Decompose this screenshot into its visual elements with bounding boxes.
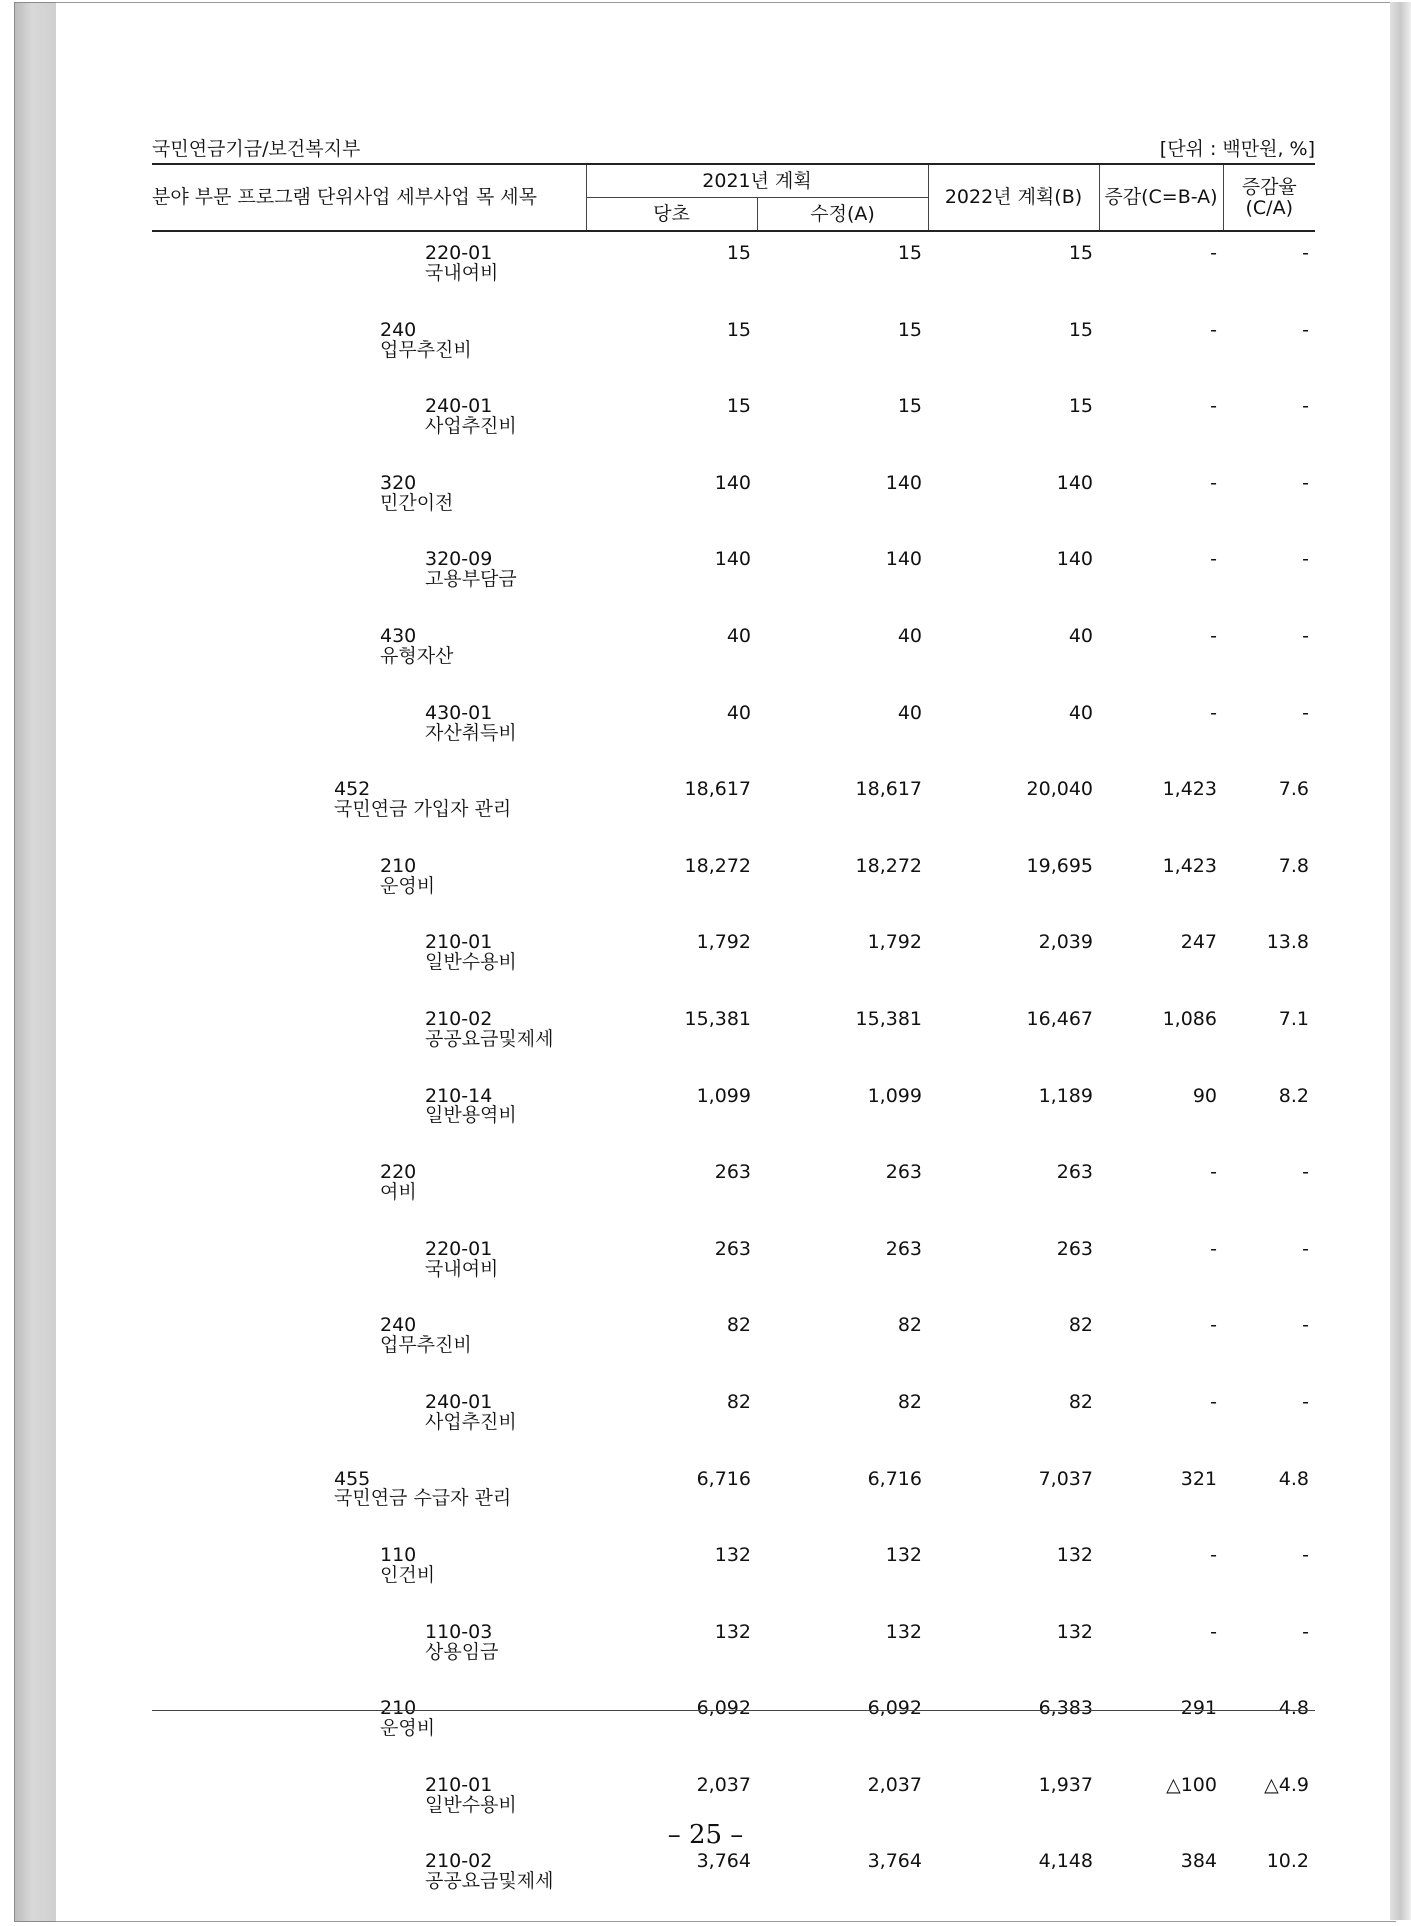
item-name: 사업추진비: [425, 1410, 517, 1433]
rate-cell: 7.8: [1278, 854, 1309, 877]
item-cell: [152, 1611, 586, 1688]
change-cell: -: [1210, 242, 1217, 264]
plan2022-cell: 140: [1056, 471, 1093, 494]
table-row: [152, 615, 1315, 692]
item-code: 110: [380, 1544, 417, 1567]
initial-cell: 15: [726, 318, 751, 341]
change-cell: -: [1210, 701, 1217, 724]
item-name: 국내여비: [425, 261, 499, 284]
table-row: [152, 998, 1315, 1075]
item-code: 430: [380, 624, 417, 647]
item-code: 240: [380, 318, 417, 341]
item-name: 업무추진비: [380, 1334, 472, 1357]
item-name: 국내여비: [425, 1257, 499, 1280]
item-code: 220: [380, 1161, 417, 1184]
unit-label: [단위 : 백만원, %]: [1159, 138, 1315, 160]
item-cell: [152, 462, 586, 539]
change-cell: -: [1210, 1620, 1217, 1643]
initial-cell: 15,381: [684, 1007, 751, 1030]
table-body: [152, 231, 1315, 1917]
revised-cell: 132: [885, 1544, 922, 1567]
table-row: [152, 1840, 1315, 1917]
table-row: [152, 1228, 1315, 1305]
item-cell: [152, 1075, 586, 1152]
plan2022-cell: 263: [1056, 1237, 1093, 1260]
initial-cell: 3,764: [696, 1850, 751, 1873]
rate-cell: △4.9: [1264, 1773, 1309, 1796]
item-code: 430-01: [425, 701, 493, 724]
plan2022-cell: 1,189: [1038, 1084, 1093, 1107]
change-cell: -: [1210, 624, 1217, 647]
plan2022-cell: 2,039: [1038, 931, 1093, 954]
item-code: 240-01: [425, 395, 493, 418]
revised-cell: 3,764: [867, 1850, 922, 1873]
item-cell: [152, 692, 586, 769]
revised-cell: 140: [885, 471, 922, 494]
item-code: 110-03: [425, 1620, 493, 1643]
table-row: [152, 1458, 1315, 1535]
column-header-initial: 당초: [586, 198, 757, 232]
item-cell: [152, 309, 586, 386]
plan2022-cell: 82: [1068, 1314, 1093, 1337]
item-code: 320-09: [425, 548, 493, 571]
item-cell: [152, 1228, 586, 1305]
revised-cell: 15: [897, 395, 922, 418]
table-row: [152, 538, 1315, 615]
page-right-shadow: [1390, 2, 1411, 1920]
item-name: 일반수용비: [425, 1793, 517, 1816]
item-name: 자산취득비: [425, 721, 517, 744]
table-row: [152, 462, 1315, 539]
rate-cell: -: [1302, 1390, 1309, 1413]
item-name: 일반수용비: [425, 951, 517, 974]
revised-cell: 15,381: [855, 1007, 922, 1030]
change-cell: -: [1210, 318, 1217, 341]
table-row: [152, 692, 1315, 769]
change-cell: 1,423: [1162, 778, 1217, 801]
item-name: 업무추진비: [380, 338, 472, 361]
table-row: [152, 309, 1315, 386]
item-name: 공공요금및제세: [425, 1027, 554, 1050]
change-cell: 321: [1180, 1467, 1217, 1490]
item-cell: [152, 385, 586, 462]
rate-cell: -: [1302, 1161, 1309, 1184]
item-code: 240-01: [425, 1390, 493, 1413]
change-cell: 90: [1192, 1084, 1217, 1107]
plan2022-cell: 7,037: [1038, 1467, 1093, 1490]
initial-cell: 82: [726, 1390, 751, 1413]
table-row: [152, 385, 1315, 462]
item-name: 국민연금 가입자 관리: [334, 798, 512, 821]
item-name: 국민연금 수급자 관리: [334, 1487, 512, 1510]
table-row: [152, 845, 1315, 922]
revised-cell: 132: [885, 1620, 922, 1643]
change-cell: -: [1210, 1161, 1217, 1184]
initial-cell: 18,617: [684, 778, 751, 801]
column-header-item: 분야 부문 프로그램 단위사업 세부사업 목 세목: [152, 164, 586, 231]
item-code: 210: [380, 854, 417, 877]
book-spine-edge: [14, 2, 58, 1922]
initial-cell: 2,037: [696, 1773, 751, 1796]
initial-cell: 263: [714, 1237, 751, 1260]
rate-cell: 7.6: [1278, 778, 1309, 801]
item-code: 210: [380, 1697, 417, 1720]
change-cell: △100: [1166, 1773, 1217, 1796]
change-cell: 247: [1180, 931, 1217, 954]
revised-cell: 40: [897, 701, 922, 724]
item-cell: [152, 1381, 586, 1458]
revised-cell: 82: [897, 1314, 922, 1337]
plan2022-cell: 15: [1068, 242, 1093, 264]
table-row: [152, 1381, 1315, 1458]
column-header-plan2022: 2022년 계획(B): [928, 164, 1099, 231]
column-header-plan2021: 2021년 계획: [586, 164, 928, 198]
table-row: [152, 1534, 1315, 1611]
initial-cell: 6,092: [696, 1697, 751, 1720]
plan2022-cell: 20,040: [1026, 778, 1093, 801]
initial-cell: 6,716: [696, 1467, 751, 1490]
revised-cell: 1,099: [867, 1084, 922, 1107]
rate-cell: -: [1302, 1620, 1309, 1643]
item-name: 민간이전: [380, 491, 454, 514]
rate-cell: -: [1302, 1314, 1309, 1337]
initial-cell: 82: [726, 1314, 751, 1337]
initial-cell: 15: [726, 395, 751, 418]
table-row: [152, 1611, 1315, 1688]
initial-cell: 1,099: [696, 1084, 751, 1107]
budget-table: [152, 163, 1315, 1917]
change-cell: -: [1210, 395, 1217, 418]
change-cell: 291: [1180, 1697, 1217, 1720]
change-cell: -: [1210, 1314, 1217, 1337]
plan2022-cell: 40: [1068, 701, 1093, 724]
plan2022-cell: 15: [1068, 395, 1093, 418]
plan2022-cell: 1,937: [1038, 1773, 1093, 1796]
rate-cell: -: [1302, 701, 1309, 724]
bottom-rule: [152, 1710, 1315, 1711]
revised-cell: 263: [885, 1237, 922, 1260]
revised-cell: 40: [897, 624, 922, 647]
revised-cell: 6,092: [867, 1697, 922, 1720]
change-cell: 384: [1180, 1850, 1217, 1873]
item-name: 고용부담금: [425, 568, 517, 591]
item-cell: [152, 998, 586, 1075]
rate-cell: 4.8: [1278, 1697, 1309, 1720]
item-code: 240: [380, 1314, 417, 1337]
rate-cell: -: [1302, 242, 1309, 264]
item-cell: [152, 231, 586, 309]
item-code: 220-01: [425, 242, 493, 264]
table-row: [152, 1687, 1315, 1764]
item-cell: [152, 921, 586, 998]
change-cell: -: [1210, 1390, 1217, 1413]
revised-cell: 2,037: [867, 1773, 922, 1796]
item-cell: [152, 1840, 586, 1917]
item-code: 455: [334, 1467, 371, 1490]
plan2022-cell: 263: [1056, 1161, 1093, 1184]
rate-cell: -: [1302, 1237, 1309, 1260]
table-row: [152, 1075, 1315, 1152]
initial-cell: 15: [726, 242, 751, 264]
plan2022-cell: 6,383: [1038, 1697, 1093, 1720]
initial-cell: 140: [714, 548, 751, 571]
table-row: [152, 1304, 1315, 1381]
plan2022-cell: 132: [1056, 1620, 1093, 1643]
change-cell: -: [1210, 1544, 1217, 1567]
item-name: 상용임금: [425, 1640, 499, 1663]
item-cell: [152, 768, 586, 845]
plan2022-cell: 19,695: [1026, 854, 1093, 877]
rate-cell: 13.8: [1266, 931, 1309, 954]
item-cell: [152, 1458, 586, 1535]
change-cell: -: [1210, 471, 1217, 494]
rate-cell: 7.1: [1278, 1007, 1309, 1030]
initial-cell: 263: [714, 1161, 751, 1184]
initial-cell: 132: [714, 1620, 751, 1643]
revised-cell: 15: [897, 242, 922, 264]
item-name: 유형자산: [380, 644, 454, 667]
item-name: 일반용역비: [425, 1104, 517, 1127]
plan2022-cell: 4,148: [1038, 1850, 1093, 1873]
rate-cell: 8.2: [1278, 1084, 1309, 1107]
revised-cell: 18,272: [855, 854, 922, 877]
initial-cell: 1,792: [696, 931, 751, 954]
item-name: 사업추진비: [425, 415, 517, 438]
plan2022-cell: 140: [1056, 548, 1093, 571]
initial-cell: 40: [726, 701, 751, 724]
rate-cell: -: [1302, 1544, 1309, 1567]
change-cell: -: [1210, 548, 1217, 571]
rate-cell: -: [1302, 548, 1309, 571]
item-code: 210-02: [425, 1007, 493, 1030]
table-header-row: [152, 164, 1315, 198]
rate-cell: -: [1302, 471, 1309, 494]
item-code: 210-01: [425, 931, 493, 954]
item-cell: [152, 615, 586, 692]
table-row: [152, 768, 1315, 845]
revised-cell: 1,792: [867, 931, 922, 954]
page-number: – 25 –: [667, 1820, 744, 1850]
change-cell: 1,086: [1162, 1007, 1217, 1030]
revised-cell: 140: [885, 548, 922, 571]
item-name: 공공요금및제세: [425, 1870, 554, 1893]
item-cell: [152, 1151, 586, 1228]
item-code: 210-02: [425, 1850, 493, 1873]
item-code: 210-14: [425, 1084, 493, 1107]
initial-cell: 140: [714, 471, 751, 494]
rate-cell: -: [1302, 318, 1309, 341]
table-row: [152, 921, 1315, 998]
change-cell: 1,423: [1162, 854, 1217, 877]
rate-cell: -: [1302, 395, 1309, 418]
rate-cell: -: [1302, 624, 1309, 647]
plan2022-cell: 16,467: [1026, 1007, 1093, 1030]
item-name: 여비: [380, 1181, 417, 1204]
plan2022-cell: 40: [1068, 624, 1093, 647]
initial-cell: 40: [726, 624, 751, 647]
item-code: 320: [380, 471, 417, 494]
revised-cell: 15: [897, 318, 922, 341]
column-header-rate: 증감율 (C/A): [1223, 164, 1315, 231]
item-cell: [152, 1534, 586, 1611]
item-name: 운영비: [380, 1717, 436, 1740]
revised-cell: 82: [897, 1390, 922, 1413]
item-cell: [152, 1687, 586, 1764]
revised-cell: 18,617: [855, 778, 922, 801]
item-code: 220-01: [425, 1237, 493, 1260]
plan2022-cell: 82: [1068, 1390, 1093, 1413]
column-header-change: 증감(C=B-A): [1099, 164, 1223, 231]
plan2022-cell: 15: [1068, 318, 1093, 341]
table-row: [152, 231, 1315, 309]
rate-cell: 4.8: [1278, 1467, 1309, 1490]
item-name: 운영비: [380, 874, 436, 897]
column-header-revised: 수정(A): [757, 198, 928, 232]
initial-cell: 18,272: [684, 854, 751, 877]
revised-cell: 263: [885, 1161, 922, 1184]
item-cell: [152, 538, 586, 615]
item-cell: [152, 1304, 586, 1381]
plan2022-cell: 132: [1056, 1544, 1093, 1567]
item-cell: [152, 845, 586, 922]
document-header: [152, 134, 1315, 164]
item-code: 452: [334, 778, 371, 801]
table-row: [152, 1151, 1315, 1228]
item-name: 인건비: [380, 1564, 436, 1587]
initial-cell: 132: [714, 1544, 751, 1567]
revised-cell: 6,716: [867, 1467, 922, 1490]
item-code: 210-01: [425, 1773, 493, 1796]
organization-label: 국민연금기금/보건복지부: [152, 138, 361, 160]
rate-cell: 10.2: [1266, 1850, 1309, 1873]
change-cell: -: [1210, 1237, 1217, 1260]
